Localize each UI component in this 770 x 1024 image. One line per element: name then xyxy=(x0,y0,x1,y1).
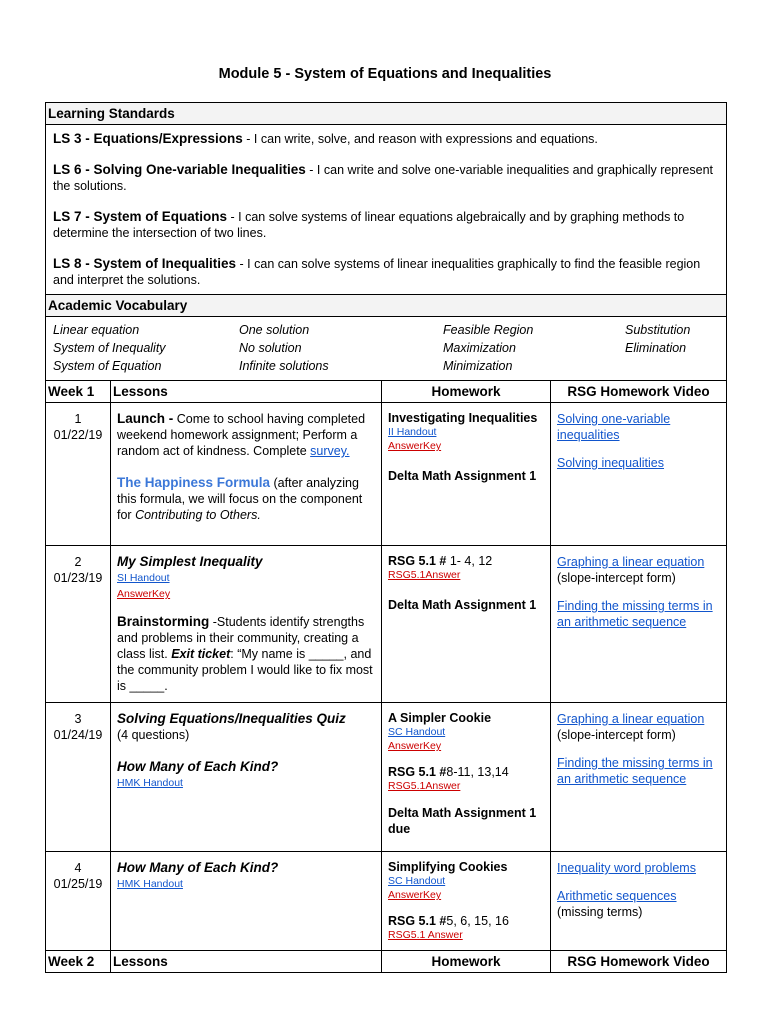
homework-title: Investigating Inequalities xyxy=(388,411,538,425)
video-note: (slope-intercept form) xyxy=(557,571,676,585)
rsg-answer-link[interactable]: RSG5.1 Answer xyxy=(388,929,463,941)
answerkey-link[interactable]: AnswerKey xyxy=(117,588,171,600)
handout-link[interactable]: SC Handout xyxy=(388,875,446,887)
handout-link[interactable]: HMK Handout xyxy=(117,777,183,789)
week-label: Week 2 xyxy=(46,951,111,973)
rsg-label: RSG 5.1 # xyxy=(388,554,447,568)
module-table xyxy=(45,102,727,973)
vocab-term: Linear equation xyxy=(53,323,140,337)
week-label: Week 1 xyxy=(46,381,111,403)
lesson-cell xyxy=(111,852,382,951)
homework-cell xyxy=(382,703,551,852)
vocab-term: No solution xyxy=(239,341,302,355)
rsg-label: RSG 5.1 # xyxy=(388,765,447,779)
handout-link[interactable]: HMK Handout xyxy=(117,878,183,890)
delta-math-assignment: Delta Math Assignment 1 xyxy=(388,598,537,612)
standard-item xyxy=(53,256,719,288)
video-link[interactable]: Finding the missing terms in an arithmetic sequence xyxy=(557,599,713,629)
day-cell xyxy=(46,703,111,852)
video-link[interactable]: Inequality word problems xyxy=(557,861,696,875)
video-note: (missing terms) xyxy=(557,905,643,919)
rsg-problems: 5, 6, 15, 16 xyxy=(446,914,509,928)
vocab-term: Feasible Region xyxy=(443,323,534,337)
answerkey-link[interactable]: AnswerKey xyxy=(388,440,442,452)
standard-code: LS 7 - System of Equations xyxy=(53,209,228,224)
vocab-grid xyxy=(46,317,726,380)
rsg-label: RSG 5.1 # xyxy=(388,914,447,928)
lesson-title: How Many of Each Kind? xyxy=(117,759,279,774)
answerkey-link[interactable]: AnswerKey xyxy=(388,740,442,752)
schedule-table xyxy=(46,380,726,972)
standard-text: - I can solve systems of linear equations algebraically and by graphing methods to determine the intersection of two lines. xyxy=(53,210,685,240)
video-cell xyxy=(551,703,727,852)
page-title: Module 5 - System of Equations and Inequalities xyxy=(218,66,552,82)
video-link[interactable]: Graphing a linear equation xyxy=(557,555,705,569)
survey-link[interactable]: survey. xyxy=(310,444,350,458)
day-cell xyxy=(46,852,111,951)
lessons-header: Lessons xyxy=(111,951,382,973)
standard-code: LS 6 - Solving One-variable Inequalities xyxy=(53,162,306,177)
launch-label: Launch - xyxy=(117,411,174,426)
day-date: 01/22/19 xyxy=(53,428,103,442)
standard-item xyxy=(53,209,719,241)
table-row xyxy=(46,703,726,852)
video-link[interactable]: Graphing a linear equation xyxy=(557,712,705,726)
brainstorming-text: -Students identify strengths and problems in their community, creating a class list. xyxy=(117,615,365,661)
video-link[interactable]: Solving inequalities xyxy=(557,456,665,470)
lesson-cell xyxy=(111,403,382,546)
lesson-title: How Many of Each Kind? xyxy=(117,860,279,875)
week-header-row xyxy=(46,381,726,403)
day-number: 2 xyxy=(74,555,82,569)
standard-text: - I can write, solve, and reason with expressions and equations. xyxy=(242,132,598,146)
day-number: 1 xyxy=(74,412,82,426)
homework-header: Homework xyxy=(382,951,551,973)
exit-ticket-label: Exit ticket xyxy=(171,647,231,661)
standard-item xyxy=(53,131,719,147)
lesson-title: My Simplest Inequality xyxy=(117,554,263,569)
standards-heading: Learning Standards xyxy=(46,103,726,125)
vocab-term: Substitution xyxy=(625,323,691,337)
handout-link[interactable]: SI Handout xyxy=(117,572,170,584)
video-cell xyxy=(551,403,727,546)
rsg-answer-link[interactable]: RSG5.1Answer xyxy=(388,780,461,792)
day-number: 4 xyxy=(74,861,82,875)
week-header-row xyxy=(46,951,726,973)
standard-text: - I can write and solve one-variable inequalities and graphically represent the solutions. xyxy=(53,163,713,193)
lesson-cell xyxy=(111,703,382,852)
video-link[interactable]: Finding the missing terms in an arithmetic sequence xyxy=(557,756,713,786)
video-header: RSG Homework Video xyxy=(551,951,727,973)
lesson-note: (4 questions) xyxy=(117,728,190,742)
delta-math-assignment: Delta Math Assignment 1 xyxy=(388,469,537,483)
day-date: 01/24/19 xyxy=(53,728,103,742)
vocab-term: Minimization xyxy=(443,359,513,373)
standard-item xyxy=(53,162,719,194)
vocab-term xyxy=(625,358,721,374)
video-header: RSG Homework Video xyxy=(551,381,727,403)
day-cell xyxy=(46,546,111,703)
lesson-title: Solving Equations/Inequalities Quiz xyxy=(117,711,346,726)
rsg-problems: 1- 4, 12 xyxy=(446,554,493,568)
vocab-term: One solution xyxy=(239,323,310,337)
homework-header: Homework xyxy=(382,381,551,403)
vocab-term: Infinite solutions xyxy=(239,359,329,373)
exit-ticket-text: : “My name is _____, and the community problem I would like to fix most is _____. xyxy=(117,647,373,693)
homework-cell xyxy=(382,546,551,703)
brainstorming-label: Brainstorming xyxy=(117,614,210,629)
homework-title: Simplifying Cookies xyxy=(388,860,508,874)
homework-cell xyxy=(382,852,551,951)
day-date: 01/25/19 xyxy=(53,877,103,891)
lessons-header: Lessons xyxy=(111,381,382,403)
video-link[interactable]: Solving one-variable inequalities xyxy=(557,412,671,442)
table-row xyxy=(46,852,726,951)
table-row xyxy=(46,546,726,703)
happiness-formula-link[interactable]: The Happiness Formula xyxy=(117,475,271,490)
lesson-cell xyxy=(111,546,382,703)
delta-math-assignment: Delta Math Assignment 1 due xyxy=(388,806,537,836)
handout-link[interactable]: SC Handout xyxy=(388,726,446,738)
standard-code: LS 3 - Equations/Expressions xyxy=(53,131,243,146)
vocab-term: Maximization xyxy=(443,341,516,355)
launch-text: Come to school having completed weekend homework assignment; Perform a random act of kindness. Complete xyxy=(117,412,366,458)
standards-list xyxy=(46,125,726,288)
vocab-term: System of Equation xyxy=(53,359,162,373)
vocab-term: System of Inequality xyxy=(53,341,166,355)
vocab-heading: Academic Vocabulary xyxy=(46,294,726,317)
video-cell xyxy=(551,546,727,703)
video-link[interactable]: Arithmetic sequences xyxy=(557,889,677,903)
contributing-text: Contributing to Others. xyxy=(135,508,261,522)
happiness-text: (after analyzing this formula, we will focus on the component for xyxy=(117,476,363,522)
table-row xyxy=(46,403,726,546)
handout-link[interactable]: II Handout xyxy=(388,426,437,438)
video-note: (slope-intercept form) xyxy=(557,728,676,742)
day-cell xyxy=(46,403,111,546)
video-cell xyxy=(551,852,727,951)
answerkey-link[interactable]: AnswerKey xyxy=(388,889,442,901)
vocab-term: Elimination xyxy=(625,341,687,355)
day-date: 01/23/19 xyxy=(53,571,103,585)
rsg-problems: 8-11, 13,14 xyxy=(446,765,509,779)
day-number: 3 xyxy=(74,712,82,726)
homework-title: A Simpler Cookie xyxy=(388,711,492,725)
homework-cell xyxy=(382,403,551,546)
standard-code: LS 8 - System of Inequalities xyxy=(53,256,237,271)
standard-text: - I can can solve systems of linear inequalities graphically to find the feasible region and interpret the solutions. xyxy=(53,257,701,287)
rsg-answer-link[interactable]: RSG5.1Answer xyxy=(388,569,461,581)
